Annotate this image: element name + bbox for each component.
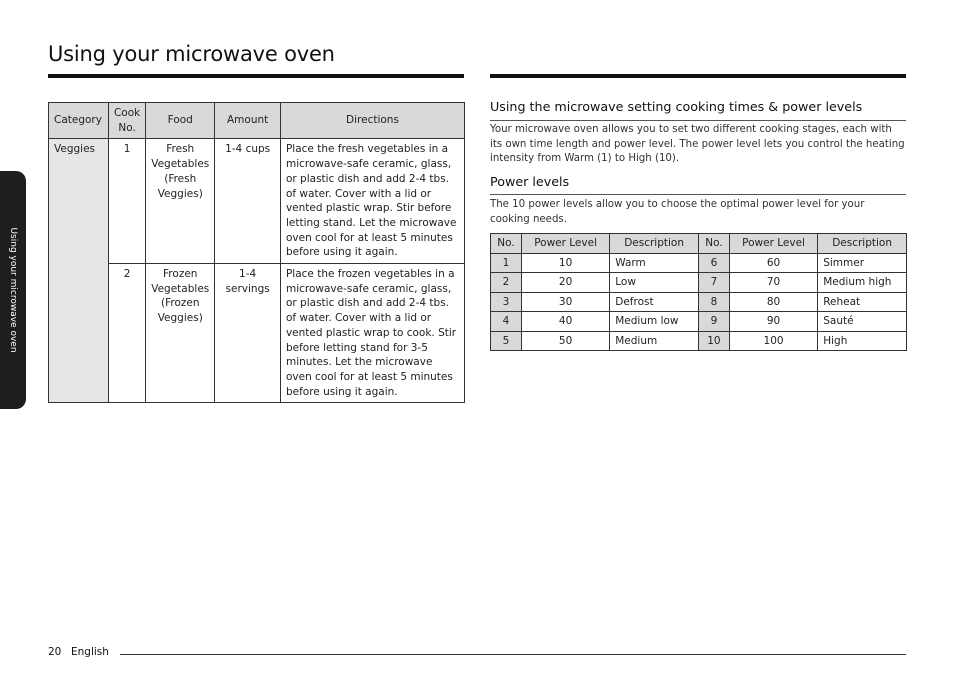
no-cell: 8 [698,292,729,312]
power-level-cell: 30 [521,292,609,312]
no-cell: 10 [698,331,729,351]
no-cell: 9 [698,312,729,332]
footer-rule [120,654,906,655]
header-description: Description [610,234,699,254]
power-level-cell: 10 [521,253,609,273]
description-cell: Medium low [610,312,699,332]
page-title: Using your microwave oven [48,42,335,66]
cooking-table-header-row [49,103,465,139]
title-rule-right [490,74,906,78]
cook-no-cell: 1 [108,139,145,264]
table-row [491,253,907,273]
header-no: No. [491,234,522,254]
header-food: Food [146,103,215,139]
description-cell: Defrost [610,292,699,312]
table-row [491,331,907,351]
table-row [49,264,465,403]
table-row [491,292,907,312]
power-level-cell: 90 [729,312,817,332]
section-rule [490,120,906,121]
table-row [491,312,907,332]
cook-no-cell: 2 [108,264,145,403]
power-level-table [490,233,907,351]
header-power-level: Power Level [729,234,817,254]
directions-cell: Place the fresh vegetables in a microwave-safe ceramic, glass, or plastic dish and add 2-4 tbs. of water. Cover with a lid or vented plastic wrap. Stir before letting stand. Let the microwave oven cool for at least 5 minutes before using it again. [280,139,464,264]
no-cell: 5 [491,331,522,351]
amount-cell: 1-4 servings [215,264,281,403]
header-amount: Amount [215,103,281,139]
food-cell: Frozen Vegetables (Frozen Veggies) [146,264,215,403]
power-levels-rule [490,194,906,195]
header-directions: Directions [280,103,464,139]
header-cook-no: Cook No. [108,103,145,139]
no-cell: 2 [491,273,522,293]
header-no: No. [698,234,729,254]
header-category: Category [49,103,109,139]
title-rule-left [48,74,464,78]
footer-language: English [71,646,109,658]
no-cell: 3 [491,292,522,312]
power-levels-paragraph: The 10 power levels allow you to choose the optimal power level for your cooking needs. [490,199,865,225]
food-cell: Fresh Vegetables (Fresh Veggies) [146,139,215,264]
no-cell: 1 [491,253,522,273]
power-level-cell: 40 [521,312,609,332]
no-cell: 4 [491,312,522,332]
power-level-cell: 70 [729,273,817,293]
header-power-level: Power Level [521,234,609,254]
no-cell: 6 [698,253,729,273]
description-cell: Low [610,273,699,293]
side-tab [0,171,26,409]
amount-cell: 1-4 cups [215,139,281,264]
power-level-cell: 20 [521,273,609,293]
power-level-cell: 80 [729,292,817,312]
description-cell: Medium high [818,273,907,293]
category-cell: Veggies [49,139,109,403]
power-level-cell: 100 [729,331,817,351]
page-number: 20 [48,646,62,658]
description-cell: Sauté [818,312,907,332]
description-cell: Simmer [818,253,907,273]
intro-paragraph: Your microwave oven allows you to set two different cooking stages, each with its own time length and power level. The power level lets you control the heating intensity from Warm (1) to High (10). [490,124,905,165]
side-tab-label: Using your microwave oven [8,227,18,353]
cooking-table [48,102,465,403]
description-cell: Warm [610,253,699,273]
no-cell: 7 [698,273,729,293]
power-levels-heading: Power levels [490,174,570,189]
power-level-cell: 60 [729,253,817,273]
header-description: Description [818,234,907,254]
section-heading: Using the microwave setting cooking times & power levels [490,99,863,114]
table-row [491,273,907,293]
power-table-header-row [491,234,907,254]
power-level-cell: 50 [521,331,609,351]
description-cell: Reheat [818,292,907,312]
table-row [49,139,465,264]
description-cell: Medium [610,331,699,351]
description-cell: High [818,331,907,351]
directions-cell: Place the frozen vegetables in a microwave-safe ceramic, glass, or plastic dish and add 2-4 tbs. of water. Cover with a lid or vented plastic wrap to cook. Stir before letting stand for 3-5 minutes. Let the microwave oven cool for at least 5 minutes before using it again. [280,264,464,403]
